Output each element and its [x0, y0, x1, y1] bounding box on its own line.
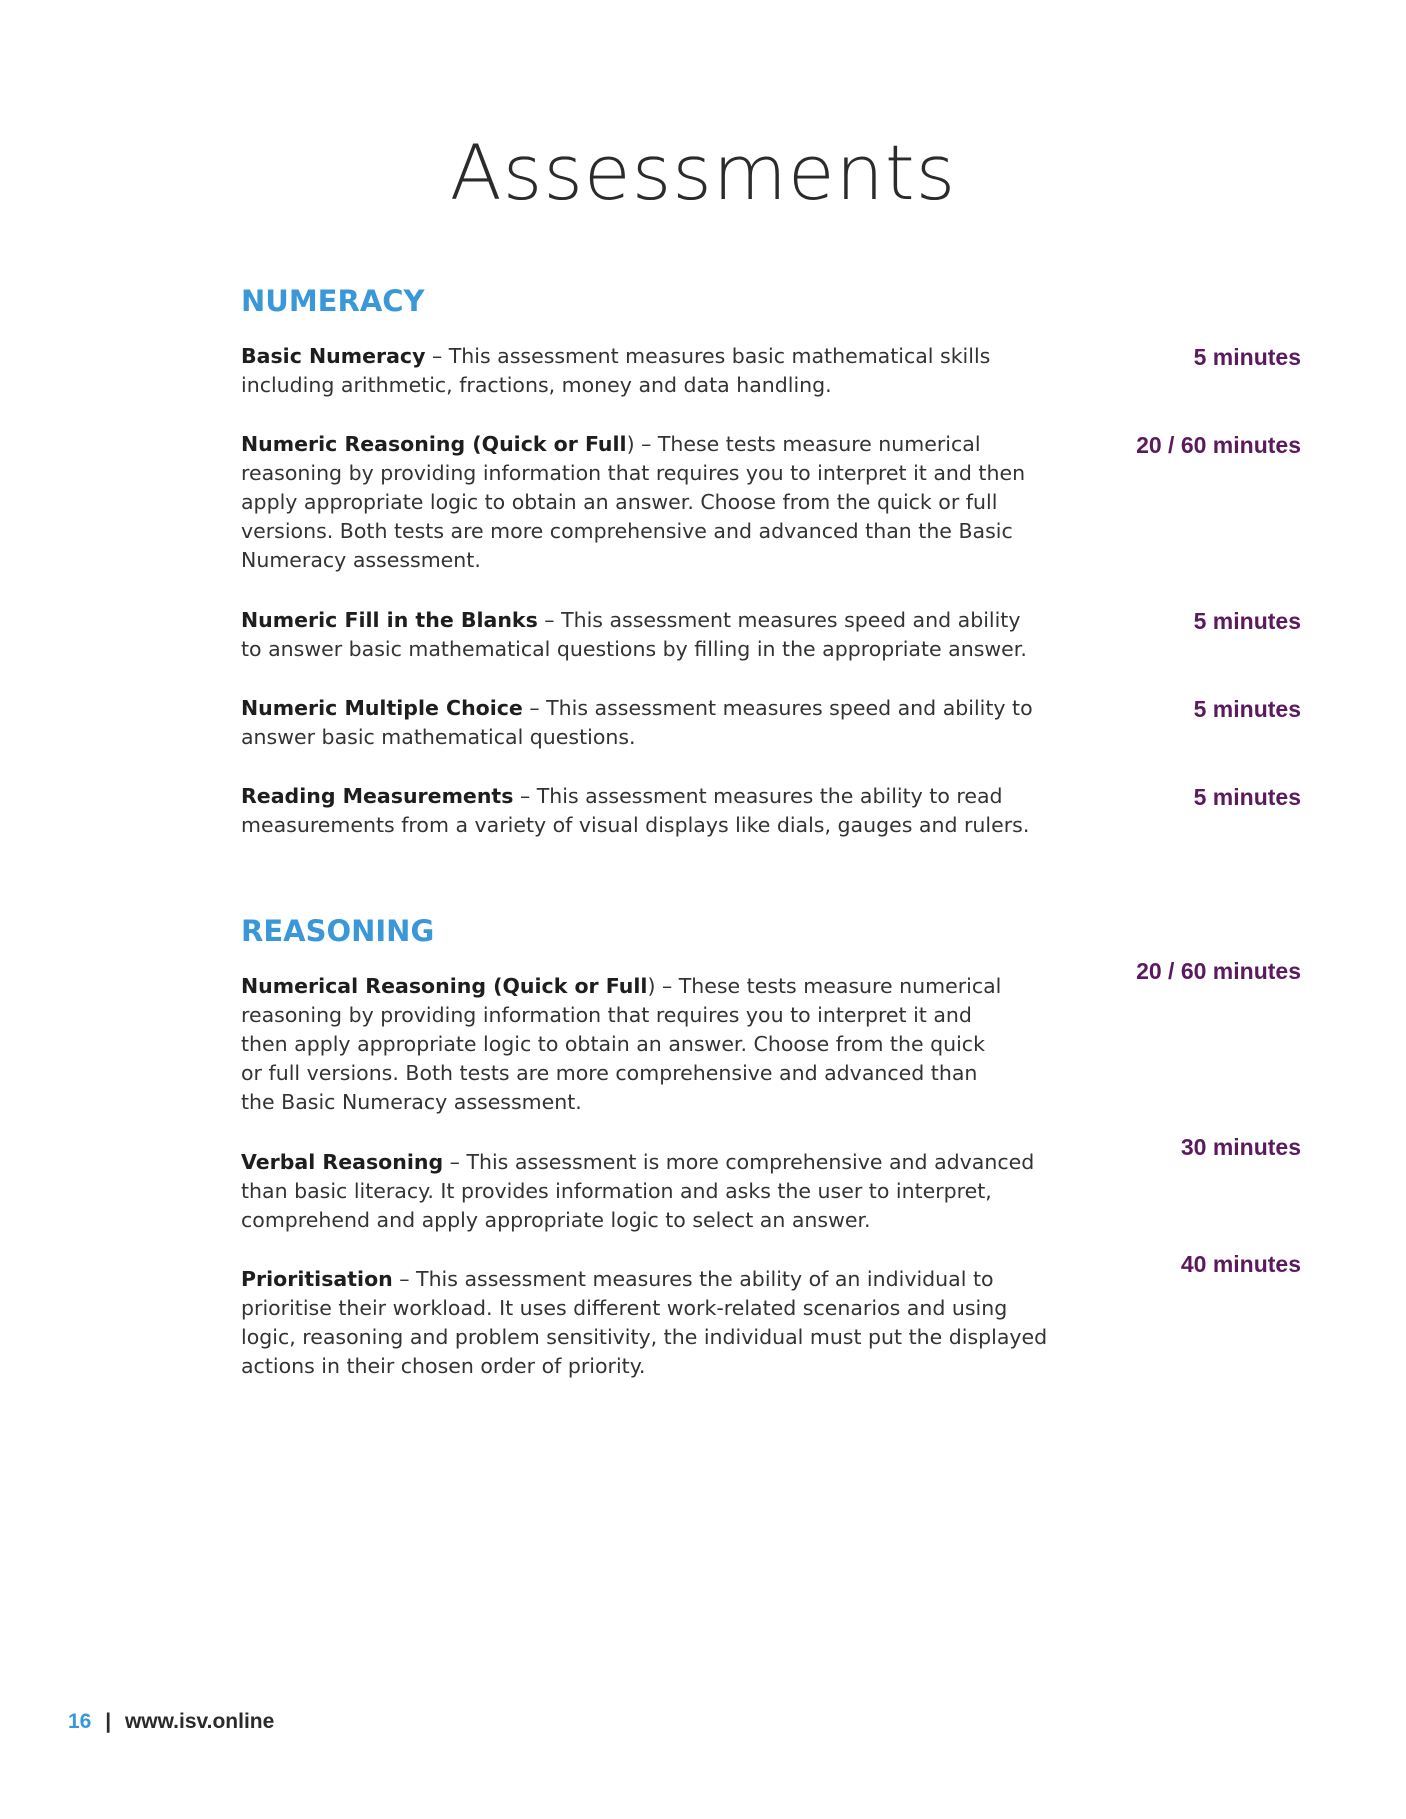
footer-divider: |: [105, 1710, 112, 1733]
section-heading-numeracy: NUMERACY: [241, 284, 425, 318]
entry-description: This assessment measures basic mathematical skills including arithmetic, fractions, money and data handling.: [241, 344, 991, 397]
entry-description-block: [241, 606, 1041, 664]
entry-name: Reading Measurements: [241, 784, 514, 808]
entry-description: These tests measure numerical reasoning by providing information that requires you to interpret it and then apply appropriate logic to obtain an answer. Choose from the quick or full versions. Both tests are more comprehensive and advanced than the Basic Numeracy assessment.: [241, 974, 1002, 1114]
entry-separator: –: [392, 1267, 417, 1291]
entry-separator: –: [634, 432, 658, 456]
entry-separator: –: [537, 608, 562, 632]
duration-numerical-reasoning: 20 / 60 minutes: [1136, 958, 1301, 984]
duration-prioritisation: 40 minutes: [1180, 1251, 1301, 1277]
entry-description-block: [241, 972, 1011, 1117]
entry-description: This assessment measures speed and ability to answer basic mathematical questions by filling in the appropriate answer.: [241, 608, 1027, 661]
entry-name: Numeric Reasoning (Quick or Full: [241, 432, 627, 456]
entry-description-block: [241, 1148, 1041, 1235]
entry-separator: –: [443, 1150, 467, 1174]
entry-name: Numerical Reasoning (Quick or Full: [241, 974, 648, 998]
entry-description-block: [241, 1265, 1051, 1381]
section-heading-reasoning: REASONING: [241, 914, 435, 948]
entry-separator: –: [522, 696, 547, 720]
entry-description: This assessment measures the ability of an individual to prioritise their workload. It uses different work-related scenarios and using logic, reasoning and problem sensitivity, the individual must put the displayed actions in their chosen order of priority.: [241, 1267, 1048, 1378]
entry-separator: –: [655, 974, 679, 998]
entry-description-block: [241, 430, 1071, 575]
entry-separator: –: [425, 344, 449, 368]
page-footer: [68, 1710, 274, 1734]
entry-name: Prioritisation: [241, 1267, 393, 1291]
duration-numeric-multiple-choice: 5 minutes: [1193, 696, 1301, 722]
duration-numeric-fill-in-the-blanks: 5 minutes: [1193, 608, 1301, 634]
entry-name: Basic Numeracy: [241, 344, 426, 368]
entry-name: Verbal Reasoning: [241, 1150, 444, 1174]
assessment-entry-numeric-reasoning: [241, 430, 1051, 575]
duration-basic-numeracy: 5 minutes: [1193, 344, 1301, 370]
assessment-entry-numeric-fill-in-the-blanks: [241, 606, 1051, 664]
entry-description-block: [241, 694, 1041, 752]
entry-description: These tests measure numerical reasoning by providing information that requires you to interpret it and then apply appropriate logic to obtain an answer. Choose from the quick or full versions. Both tests are more comprehensive and advanced than the Basic Numeracy assessment.: [241, 432, 1026, 572]
duration-numeric-reasoning: 20 / 60 minutes: [1136, 432, 1301, 458]
entry-name: Numeric Multiple Choice: [241, 696, 523, 720]
assessment-entry-verbal-reasoning: [241, 1148, 1051, 1235]
duration-verbal-reasoning: 30 minutes: [1180, 1134, 1301, 1160]
entry-description: This assessment is more comprehensive and advanced than basic literacy. It provides information and asks the user to interpret, comprehend and apply appropriate logic to select an answer.: [241, 1150, 1035, 1232]
entry-description-block: [241, 782, 1041, 840]
entry-name-suffix: ): [647, 974, 656, 998]
duration-reading-measurements: 5 minutes: [1193, 784, 1301, 810]
entry-description: This assessment measures speed and ability to answer basic mathematical questions.: [241, 696, 1033, 749]
assessment-entry-numerical-reasoning: [241, 972, 1051, 1117]
entry-separator: –: [513, 784, 537, 808]
page-title: Assessments: [449, 128, 957, 217]
entry-name: Numeric Fill in the Blanks: [241, 608, 538, 632]
page-number: 16: [68, 1710, 92, 1733]
assessment-entry-reading-measurements: [241, 782, 1051, 840]
entry-description-block: [241, 342, 1001, 400]
assessment-entry-prioritisation: [241, 1265, 1051, 1381]
assessment-entry-numeric-multiple-choice: [241, 694, 1051, 752]
assessment-entry-basic-numeracy: [241, 342, 1051, 400]
entry-description: This assessment measures the ability to read measurements from a variety of visual displays like dials, gauges and rulers.: [241, 784, 1030, 837]
entry-name-suffix: ): [626, 432, 635, 456]
footer-website-link[interactable]: www.isv.online: [124, 1710, 275, 1733]
